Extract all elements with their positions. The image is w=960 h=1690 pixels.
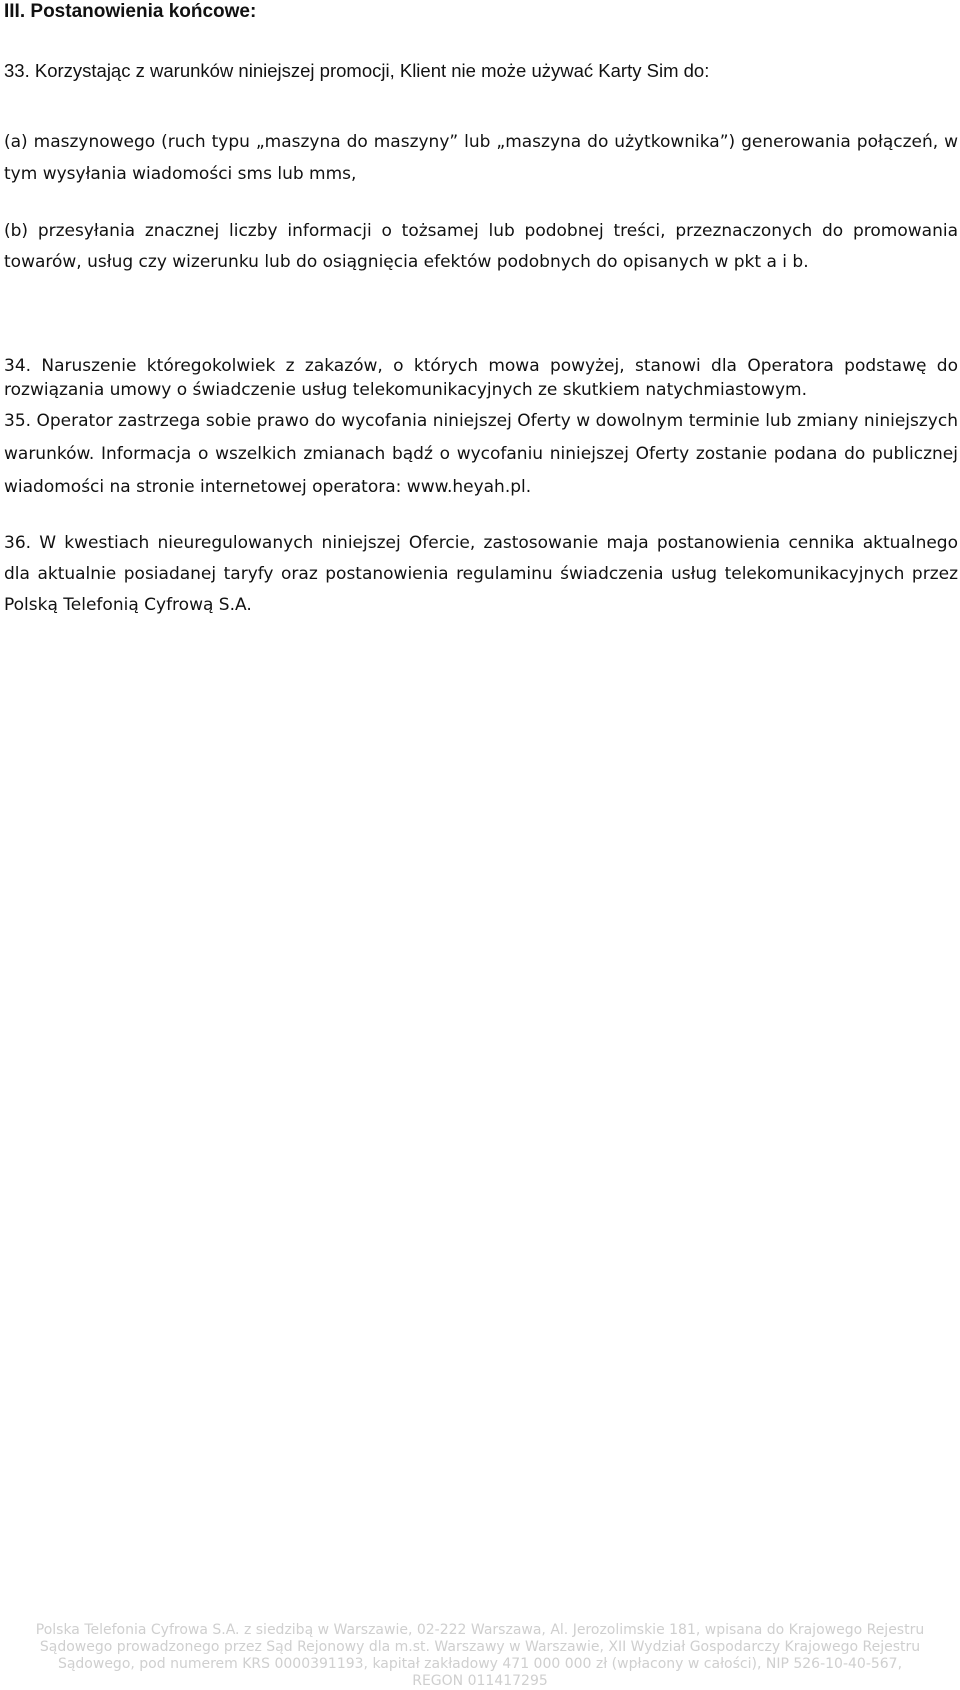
footer-line: Polska Telefonia Cyfrowa S.A. z siedzibą w Warszawie, 02-222 Warszawa, Al. Jerozolimskie 181, wpisana do Krajowego Rejestru bbox=[35, 1622, 925, 1638]
footer-line: REGON 011417295 bbox=[412, 1673, 548, 1689]
footer-line: Sądowego, pod numerem KRS 0000391193, kapitał zakładowy 471 000 000 zł (wpłacony w całości), NIP 526-10-40-567, bbox=[57, 1656, 903, 1672]
paragraph-a: (a) maszynowego (ruch typu „maszyna do maszyny” lub „maszyna do użytkownika”) generowania połączeń, w tym wysyłania wiadomości sms lub mms, bbox=[4, 132, 958, 184]
section-heading: III. Postanowienia końcowe: bbox=[4, 1, 257, 22]
paragraph-34: 34. Naruszenie któregokolwiek z zakazów, o których mowa powyżej, stanowi dla Operatora podstawę do rozwiązania umowy o świadczenie usług telekomunikacyjnych ze skutkiem natychmiastowym. bbox=[4, 356, 958, 400]
paragraph-33: 33. Korzystając z warunków niniejszej promocji, Klient nie może używać Karty Sim do: bbox=[4, 60, 710, 81]
page-footer bbox=[0, 1622, 960, 1690]
paragraph-b: (b) przesyłania znacznej liczby informacji o tożsamej lub podobnej treści, przeznaczonych do promowania towarów, usług czy wizerunku lub do osiągnięcia efektów podobnych do opisanych w pkt a i b. bbox=[4, 221, 958, 272]
paragraph-36: 36. W kwestiach nieuregulowanych niniejszej Ofercie, zastosowanie maja postanowienia cennika aktualnego dla aktualnie posiadanej taryfy oraz postanowienia regulaminu świadczenia usług telekomunikacyjnych przez Polską Telefonią Cyfrową S.A. bbox=[4, 533, 958, 615]
paragraph-35: 35. Operator zastrzega sobie prawo do wycofania niniejszej Oferty w dowolnym terminie lub zmiany niniejszych warunków. Informacja o wszelkich zmianach bądź o wycofaniu niniejszej Oferty zostanie podana do publicznej wiadomości na stronie internetowej operatora: www.heyah.pl. bbox=[4, 411, 958, 497]
footer-line: Sądowego prowadzonego przez Sąd Rejonowy dla m.st. Warszawy w Warszawie, XII Wydział Gospodarczy Krajowego Rejestru bbox=[39, 1639, 921, 1655]
